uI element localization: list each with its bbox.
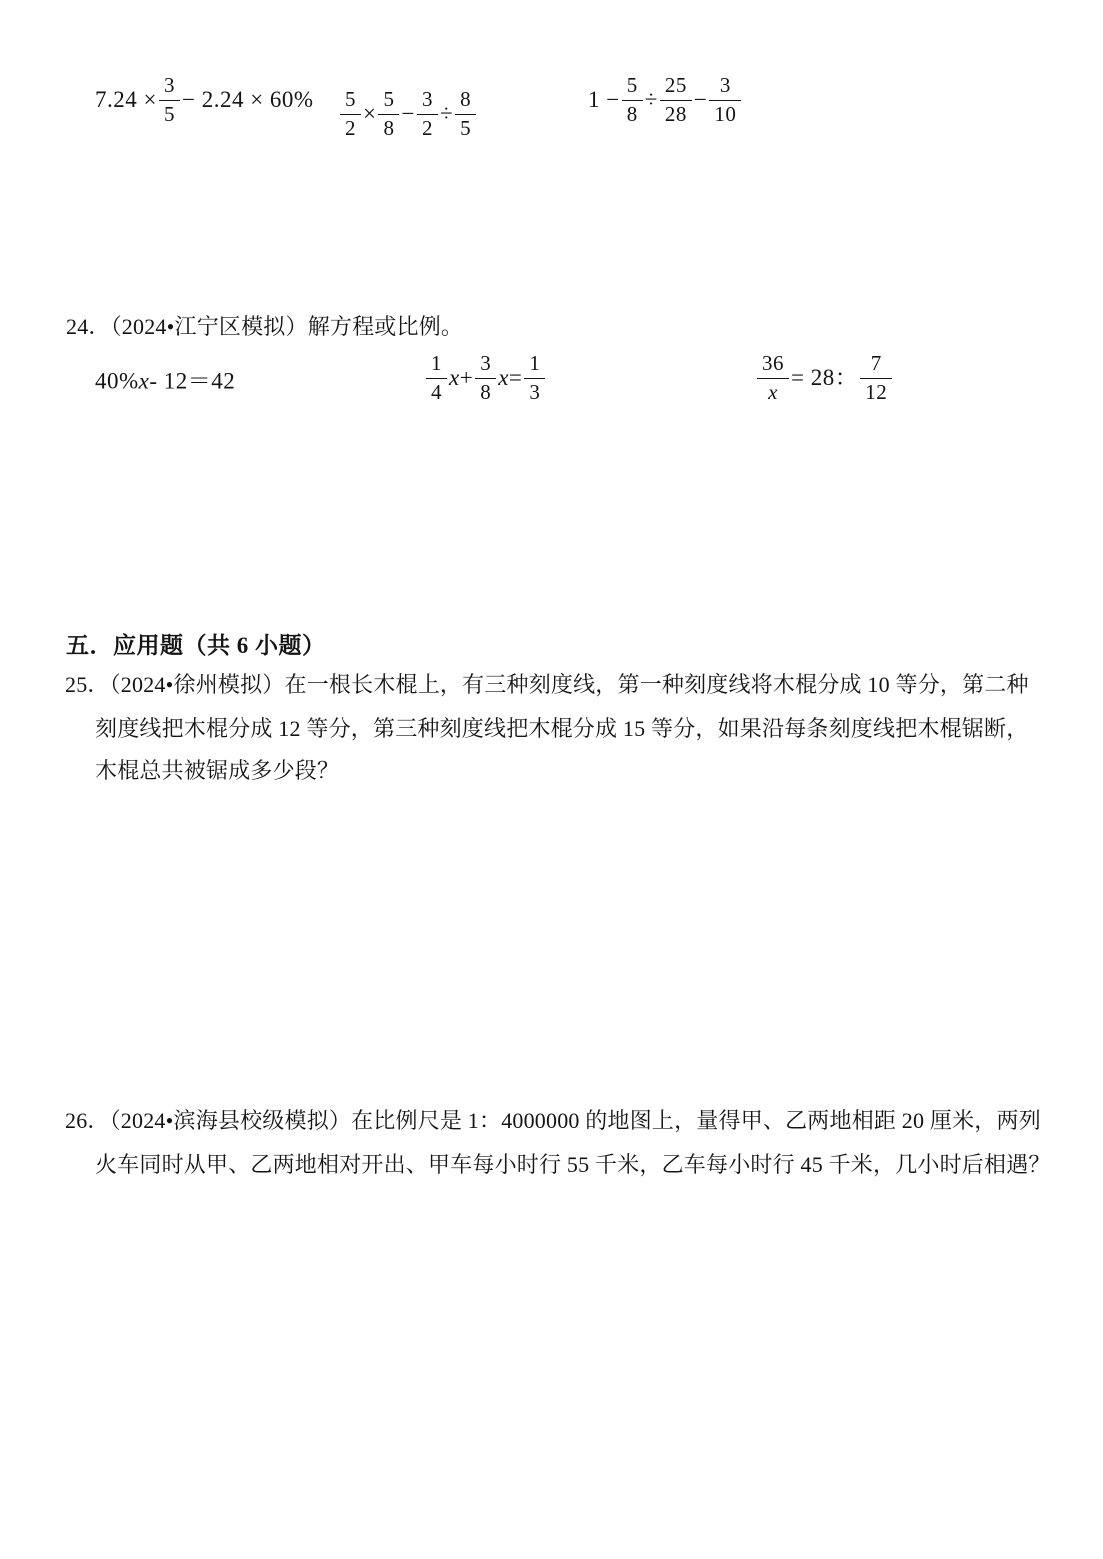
- fraction-numerator: 3: [475, 352, 496, 379]
- math-text: +: [459, 365, 474, 391]
- q24-equation-1: [95, 367, 235, 396]
- fraction: [455, 88, 476, 140]
- fraction-numerator: 5: [622, 74, 643, 101]
- fraction-numerator: 3: [417, 88, 438, 115]
- fraction-denominator: 8: [480, 379, 492, 404]
- fraction-numerator: 5: [378, 88, 399, 115]
- math-variable: x: [449, 365, 460, 391]
- fraction-numerator: 5: [340, 88, 361, 115]
- fraction-denominator: 2: [421, 115, 433, 140]
- fraction: [524, 352, 545, 404]
- fraction: [475, 352, 496, 404]
- question-24-header: 24．（2024•江宁区模拟）解方程或比例。: [66, 314, 464, 339]
- q24-equation-2: [424, 352, 547, 404]
- question-25-line-3: 木棍总共被锯成多少段？: [95, 758, 340, 783]
- section-5-title: 五．应用题（共 6 小题）: [66, 633, 326, 658]
- fraction-numerator: 3: [159, 74, 180, 101]
- fraction: [709, 74, 741, 126]
- math-text: ÷: [439, 101, 454, 127]
- fraction: [340, 88, 361, 140]
- fraction: [757, 352, 789, 404]
- q24-equation-3: [755, 352, 894, 404]
- fraction-denominator: 28: [664, 101, 687, 126]
- fraction: [426, 352, 447, 404]
- calc-expression-3: [588, 74, 743, 126]
- fraction-numerator: 1: [426, 352, 447, 379]
- question-26-line-2: 火车同时从甲、乙两地相对开出、甲车每小时行 55 千米，乙车每小时行 45 千米，几小时后相遇？: [95, 1152, 1051, 1177]
- math-text: - 12＝42: [149, 368, 236, 394]
- math-text: −: [693, 87, 708, 113]
- math-text: 7.24 ×: [95, 87, 157, 113]
- math-variable: x: [138, 368, 150, 394]
- fraction: [622, 74, 643, 126]
- calc-expression-1: [95, 74, 314, 126]
- fraction-numerator: 7: [860, 352, 892, 379]
- fraction-denominator: 3: [529, 379, 541, 404]
- question-25-line-1: 25．（2024•徐州模拟）在一根长木棍上，有三种刻度线，第一种刻度线将木棍分成 10 等分，第二种: [65, 672, 1029, 697]
- fraction-numerator: 25: [660, 74, 692, 101]
- fraction-numerator: 3: [709, 74, 741, 101]
- math-text: −: [401, 101, 415, 127]
- fraction-numerator: 8: [455, 88, 476, 115]
- fraction-denominator: 4: [431, 379, 442, 404]
- fraction-denominator: 5: [460, 115, 472, 140]
- fraction-denominator: x: [768, 379, 778, 404]
- fraction-denominator: 8: [626, 101, 638, 126]
- fraction: [660, 74, 692, 126]
- fraction-numerator: 36: [757, 352, 789, 379]
- fraction-denominator: 8: [383, 115, 395, 140]
- math-text: − 2.24 × 60%: [181, 87, 314, 113]
- fraction: [378, 88, 399, 140]
- math-text: = 28：: [791, 365, 859, 391]
- fraction: [860, 352, 892, 404]
- question-25-line-2: 刻度线把木棍分成 12 等分，第三种刻度线把木棍分成 15 等分，如果沿每条刻度线把木棍锯断，: [95, 716, 1029, 741]
- fraction-denominator: 10: [714, 101, 737, 126]
- fraction: [417, 88, 438, 140]
- math-text: ×: [363, 101, 377, 127]
- question-26-line-1: 26．（2024•滨海县校级模拟）在比例尺是 1：4000000 的地图上，量得甲、乙两地相距 20 厘米，两列: [65, 1108, 1041, 1133]
- math-text: 1 −: [588, 87, 620, 113]
- fraction-denominator: 2: [345, 115, 356, 140]
- fraction-numerator: 1: [524, 352, 545, 379]
- fraction-denominator: 5: [163, 101, 175, 126]
- math-variable: x: [498, 365, 509, 391]
- math-text: ÷: [644, 87, 658, 113]
- fraction: [159, 74, 180, 126]
- math-text: =: [508, 365, 523, 391]
- calc-expression-2: [338, 88, 478, 140]
- math-text: 40%: [95, 368, 139, 394]
- fraction-denominator: 12: [865, 379, 888, 404]
